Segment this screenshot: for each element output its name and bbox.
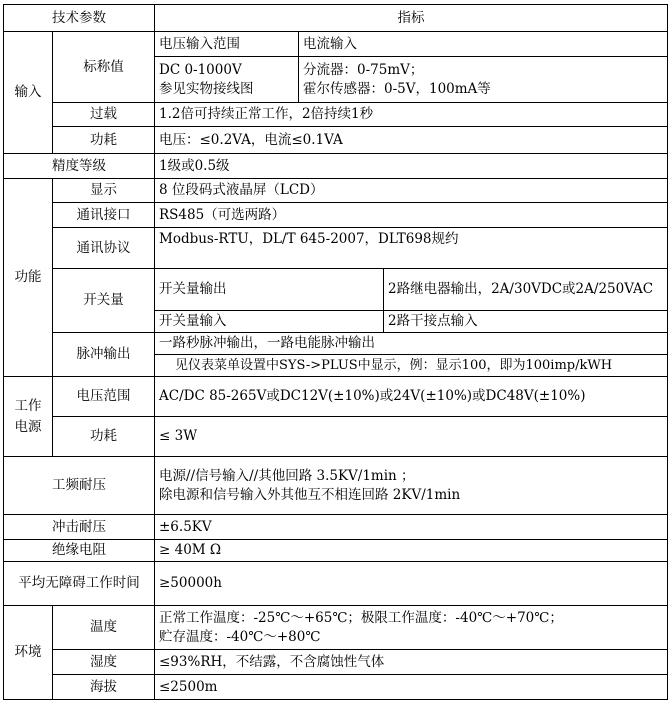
- input-group: 输入: [4, 32, 53, 154]
- voltage-range-cell: [155, 57, 299, 103]
- voltage-range: DC 0-1000V: [159, 61, 242, 78]
- rated-label: 标称值: [53, 32, 155, 103]
- display-label: 显示: [53, 179, 155, 203]
- comm-port-label: 通讯接口: [53, 203, 155, 228]
- spec-table: [3, 4, 668, 700]
- supply-group: [4, 377, 53, 457]
- switch-label: 开关量: [53, 269, 155, 333]
- switch-in-value: 2路干接点输入: [384, 311, 668, 333]
- comm-protocol-label: 通讯协议: [53, 228, 155, 269]
- supply-voltage-value: AC/DC 85-265V或DC12V(±10%)或24V(±10%)或DC48V(±10%): [155, 377, 668, 417]
- environment-group: 环境: [4, 606, 53, 700]
- insulation-value: ≥ 40M Ω: [155, 540, 668, 562]
- display-value: 8 位段码式液晶屏（LCD）: [155, 179, 668, 203]
- supply-power-value: ≤ 3W: [155, 417, 668, 457]
- current-hall: 霍尔传感器：0-5V，100mA等: [303, 80, 491, 97]
- comm-protocol-value: Modbus-RTU，DL/T 645-2007，DLT698规约: [155, 228, 668, 269]
- impulse-value: ±6.5KV: [155, 515, 668, 540]
- withstand-cell: [155, 457, 668, 515]
- supply-voltage-label: 电压范围: [53, 377, 155, 417]
- mtbf-label: 平均无障碍工作时间: [4, 562, 155, 606]
- withstand-label: 工频耐压: [4, 457, 155, 515]
- supply-group-text: 工作电源: [14, 397, 42, 435]
- current-range-cell: [299, 57, 668, 103]
- voltage-input-header: 电压输入范围: [155, 32, 299, 57]
- temp-line1: 正常工作温度：-25℃～+65℃；极限工作温度：-40℃～+70℃；: [159, 609, 563, 626]
- input-power-value: 电压：≤0.2VA，电流≤0.1VA: [155, 127, 668, 154]
- header-spec: 指标: [155, 5, 668, 32]
- header-param: 技术参数: [4, 5, 155, 32]
- insulation-label: 绝缘电阻: [4, 540, 155, 562]
- input-power-label: 功耗: [53, 127, 155, 154]
- humidity-value: ≤93%RH，不结露，不含腐蚀性气体: [155, 650, 668, 675]
- impulse-label: 冲击耐压: [4, 515, 155, 540]
- altitude-label: 海拔: [53, 675, 155, 700]
- temp-line2: 贮存温度：-40℃～+80℃: [159, 628, 321, 645]
- switch-out-value: 2路继电器输出，2A/30VDC或2A/250VAC: [384, 269, 668, 311]
- pulse-line1: 一路秒脉冲输出，一路电能脉冲输出: [155, 333, 668, 355]
- supply-power-label: 功耗: [53, 417, 155, 457]
- temp-label: 温度: [53, 606, 155, 650]
- withstand-line1: 电源//信号输入//其他回路 3.5KV/1min ；: [159, 467, 415, 484]
- current-input-header: 电流输入: [299, 32, 668, 57]
- overload-value: 1.2倍可持续正常工作，2倍持续1秒: [155, 103, 668, 127]
- humidity-label: 湿度: [53, 650, 155, 675]
- mtbf-value: ≥50000h: [155, 562, 668, 606]
- accuracy-value: 1级或0.5级: [155, 154, 668, 179]
- voltage-note: 参见实物接线图: [159, 80, 254, 97]
- temp-cell: [155, 606, 668, 650]
- switch-in-label: 开关量输入: [155, 311, 384, 333]
- accuracy-label: 精度等级: [4, 154, 155, 179]
- pulse-line2: 见仪表菜单设置中SYS->PLUS中显示，例：显示100，即为100imp/kWH: [155, 355, 668, 377]
- current-shunt: 分流器：0-75mV；: [303, 61, 424, 78]
- comm-port-value: RS485（可选两路）: [155, 203, 668, 228]
- switch-out-label: 开关量输出: [155, 269, 384, 311]
- altitude-value: ≤2500m: [155, 675, 668, 700]
- function-group: 功能: [4, 179, 53, 377]
- overload-label: 过载: [53, 103, 155, 127]
- withstand-line2: 除电源和信号输入外其他互不相连回路 2KV/1min: [159, 486, 461, 503]
- pulse-label: 脉冲输出: [53, 333, 155, 377]
